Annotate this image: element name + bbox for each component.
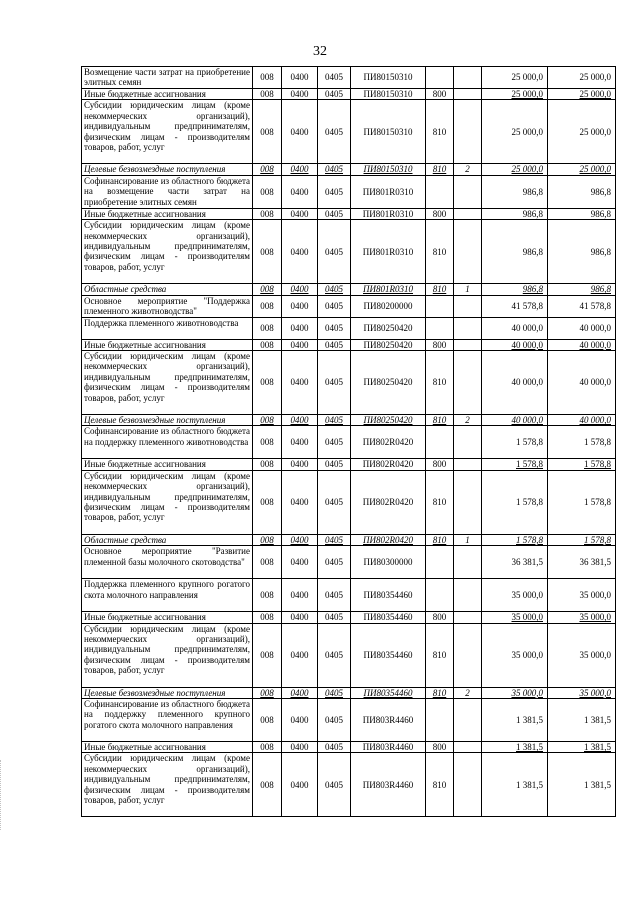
expense-type-cell: 800 [426,89,454,100]
section-code-cell: 0400 [282,317,318,339]
source-mark-cell [454,317,482,339]
target-article-cell: ПИ80354460 [351,579,426,612]
admin-code-cell: 008 [253,295,282,317]
table-row [82,175,616,208]
expense-type-cell: 800 [426,339,454,350]
table-row [82,459,616,470]
table-row [82,623,616,687]
amount-plan-cell: 40 000,0 [482,339,548,350]
target-article-cell: ПИ80250420 [351,339,426,350]
subsection-code-cell: 0405 [318,546,351,579]
admin-code-cell: 008 [253,742,282,753]
subsection-code-cell: 0405 [318,470,351,534]
section-code-cell: 0400 [282,470,318,534]
section-code-cell: 0400 [282,699,318,742]
target-article-cell: ПИ803R4460 [351,699,426,742]
admin-code-cell: 008 [253,415,282,426]
source-mark-cell [454,699,482,742]
source-mark-cell [454,470,482,534]
source-mark-cell [454,208,482,219]
amount-plan-cell: 1 381,5 [482,753,548,817]
amount-total-cell: 1 381,5 [548,699,616,742]
row-name-cell: Поддержка племенного крупного рогатого скота молочного направления [82,579,253,612]
admin-code-cell: 008 [253,175,282,208]
amount-total-cell: 25 000,0 [548,100,616,164]
amount-plan-cell: 986,8 [482,284,548,295]
amount-total-cell: 986,8 [548,220,616,284]
section-code-cell: 0400 [282,534,318,545]
expense-type-cell: 810 [426,623,454,687]
table-row [82,546,616,579]
expense-type-cell: 800 [426,459,454,470]
table-row [82,208,616,219]
admin-code-cell: 008 [253,351,282,415]
amount-plan-cell: 41 578,8 [482,295,548,317]
table-row [82,220,616,284]
source-mark-cell [454,426,482,459]
subsection-code-cell: 0405 [318,742,351,753]
target-article-cell: ПИ80150310 [351,164,426,175]
source-mark-cell: 2 [454,164,482,175]
admin-code-cell: 008 [253,470,282,534]
table-body [82,67,616,817]
table-row [82,100,616,164]
admin-code-cell: 008 [253,339,282,350]
target-article-cell: ПИ80250420 [351,415,426,426]
subsection-code-cell: 0405 [318,459,351,470]
table-row [82,742,616,753]
row-name-cell: Поддержка племенного животноводства [82,317,253,339]
amount-total-cell: 986,8 [548,284,616,295]
subsection-code-cell: 0405 [318,175,351,208]
row-name-cell: Иные бюджетные ассигнования [82,208,253,219]
amount-plan-cell: 986,8 [482,175,548,208]
expense-type-cell: 800 [426,742,454,753]
expense-type-cell: 800 [426,208,454,219]
amount-total-cell: 1 578,8 [548,470,616,534]
source-mark-cell [454,175,482,208]
amount-plan-cell: 25 000,0 [482,67,548,89]
amount-total-cell: 1 381,5 [548,742,616,753]
row-name-cell: Субсидии юридическим лицам (кроме некоммерческих организаций), индивидуальным предпринимателям, физическим лицам - производителям товаров, работ, услуг [82,470,253,534]
subsection-code-cell: 0405 [318,612,351,623]
section-code-cell: 0400 [282,284,318,295]
admin-code-cell: 008 [253,579,282,612]
section-code-cell: 0400 [282,753,318,817]
subsection-code-cell: 0405 [318,100,351,164]
subsection-code-cell: 0405 [318,339,351,350]
amount-total-cell: 1 578,8 [548,534,616,545]
row-name-cell: Субсидии юридическим лицам (кроме некоммерческих организаций), индивидуальным предпринимателям, физическим лицам - производителям товаров, работ, услуг [82,753,253,817]
amount-plan-cell: 986,8 [482,208,548,219]
subsection-code-cell: 0405 [318,220,351,284]
row-name-cell: Иные бюджетные ассигнования [82,339,253,350]
target-article-cell: ПИ803R4460 [351,742,426,753]
target-article-cell: ПИ801R0310 [351,284,426,295]
section-code-cell: 0400 [282,351,318,415]
target-article-cell: ПИ80250420 [351,317,426,339]
target-article-cell: ПИ801R0310 [351,220,426,284]
section-code-cell: 0400 [282,175,318,208]
expense-type-cell [426,295,454,317]
page-number: 32 [313,44,327,59]
amount-total-cell: 40 000,0 [548,415,616,426]
admin-code-cell: 008 [253,426,282,459]
margin-mark [0,760,9,830]
section-code-cell: 0400 [282,220,318,284]
row-name-cell: Софинансирование из областного бюджета на возмещение части затрат на приобретение элитных семян [82,175,253,208]
table-row [82,612,616,623]
budget-table [81,66,616,817]
subsection-code-cell: 0405 [318,534,351,545]
expense-type-cell [426,67,454,89]
amount-plan-cell: 40 000,0 [482,415,548,426]
target-article-cell: ПИ80150310 [351,89,426,100]
source-mark-cell [454,612,482,623]
expense-type-cell [426,546,454,579]
target-article-cell: ПИ802R0420 [351,534,426,545]
target-article-cell: ПИ803R4460 [351,753,426,817]
amount-plan-cell: 25 000,0 [482,100,548,164]
table-row [82,89,616,100]
amount-total-cell: 41 578,8 [548,295,616,317]
source-mark-cell [454,100,482,164]
row-name-cell: Иные бюджетные ассигнования [82,89,253,100]
target-article-cell: ПИ801R0310 [351,208,426,219]
expense-type-cell: 810 [426,284,454,295]
subsection-code-cell: 0405 [318,426,351,459]
admin-code-cell: 008 [253,534,282,545]
admin-code-cell: 008 [253,67,282,89]
row-name-cell: Целевые безвозмездные поступления [82,687,253,698]
row-name-cell: Софинансирование из областного бюджета на поддержку племенного животноводства [82,426,253,459]
admin-code-cell: 008 [253,459,282,470]
section-code-cell: 0400 [282,612,318,623]
amount-plan-cell: 40 000,0 [482,351,548,415]
expense-type-cell: 800 [426,612,454,623]
section-code-cell: 0400 [282,546,318,579]
amount-plan-cell: 1 578,8 [482,470,548,534]
row-name-cell: Субсидии юридическим лицам (кроме некоммерческих организаций), индивидуальным предпринимателям, физическим лицам - производителям товаров, работ, услуг [82,100,253,164]
target-article-cell: ПИ80354460 [351,623,426,687]
table-row [82,339,616,350]
row-name-cell: Основное мероприятие "Поддержка племенного животноводства" [82,295,253,317]
amount-total-cell: 25 000,0 [548,164,616,175]
source-mark-cell [454,459,482,470]
amount-total-cell: 986,8 [548,208,616,219]
subsection-code-cell: 0405 [318,687,351,698]
admin-code-cell: 008 [253,100,282,164]
expense-type-cell [426,579,454,612]
row-name-cell: Целевые безвозмездные поступления [82,415,253,426]
amount-total-cell: 35 000,0 [548,612,616,623]
subsection-code-cell: 0405 [318,89,351,100]
row-name-cell: Иные бюджетные ассигнования [82,742,253,753]
source-mark-cell [454,295,482,317]
amount-plan-cell: 36 381,5 [482,546,548,579]
admin-code-cell: 008 [253,284,282,295]
subsection-code-cell: 0405 [318,351,351,415]
admin-code-cell: 008 [253,753,282,817]
expense-type-cell [426,426,454,459]
row-name-cell: Субсидии юридическим лицам (кроме некоммерческих организаций), индивидуальным предпринимателям, физическим лицам - производителям товаров, работ, услуг [82,220,253,284]
section-code-cell: 0400 [282,426,318,459]
amount-plan-cell: 40 000,0 [482,317,548,339]
amount-plan-cell: 25 000,0 [482,164,548,175]
section-code-cell: 0400 [282,623,318,687]
amount-total-cell: 1 578,8 [548,426,616,459]
expense-type-cell: 810 [426,351,454,415]
source-mark-cell [454,220,482,284]
source-mark-cell: 1 [454,534,482,545]
subsection-code-cell: 0405 [318,753,351,817]
expense-type-cell: 810 [426,220,454,284]
expense-type-cell: 810 [426,470,454,534]
row-name-cell: Целевые безвозмездные поступления [82,164,253,175]
table-row [82,753,616,817]
admin-code-cell: 008 [253,699,282,742]
admin-code-cell: 008 [253,687,282,698]
table-row [82,687,616,698]
section-code-cell: 0400 [282,339,318,350]
row-name-cell: Иные бюджетные ассигнования [82,459,253,470]
target-article-cell: ПИ80354460 [351,612,426,623]
source-mark-cell [454,339,482,350]
target-article-cell: ПИ802R0420 [351,459,426,470]
amount-total-cell: 36 381,5 [548,546,616,579]
table-row [82,699,616,742]
amount-plan-cell: 1 578,8 [482,426,548,459]
source-mark-cell: 2 [454,687,482,698]
subsection-code-cell: 0405 [318,67,351,89]
table-row [82,67,616,89]
row-name-cell: Возмещение части затрат на приобретение элитных семян [82,67,253,89]
admin-code-cell: 008 [253,623,282,687]
expense-type-cell: 810 [426,687,454,698]
target-article-cell: ПИ80200000 [351,295,426,317]
row-name-cell: Софинансирование из областного бюджета на поддержку племенного крупного рогатого скота молочного направления [82,699,253,742]
subsection-code-cell: 0405 [318,208,351,219]
source-mark-cell [454,546,482,579]
section-code-cell: 0400 [282,100,318,164]
row-name-cell: Субсидии юридическим лицам (кроме некоммерческих организаций), индивидуальным предпринимателям, физическим лицам - производителям товаров, работ, услуг [82,623,253,687]
amount-plan-cell: 1 578,8 [482,534,548,545]
target-article-cell: ПИ80250420 [351,351,426,415]
target-article-cell: ПИ80354460 [351,687,426,698]
row-name-cell: Областные средства [82,534,253,545]
section-code-cell: 0400 [282,459,318,470]
section-code-cell: 0400 [282,687,318,698]
table-row [82,579,616,612]
table-row [82,295,616,317]
source-mark-cell [454,623,482,687]
source-mark-cell: 2 [454,415,482,426]
target-article-cell: ПИ802R0420 [351,470,426,534]
table-row [82,284,616,295]
amount-plan-cell: 1 381,5 [482,699,548,742]
admin-code-cell: 008 [253,317,282,339]
target-article-cell: ПИ80300000 [351,546,426,579]
section-code-cell: 0400 [282,579,318,612]
amount-total-cell: 35 000,0 [548,687,616,698]
amount-plan-cell: 1 381,5 [482,742,548,753]
subsection-code-cell: 0405 [318,317,351,339]
section-code-cell: 0400 [282,67,318,89]
amount-total-cell: 1 381,5 [548,753,616,817]
table-row [82,164,616,175]
section-code-cell: 0400 [282,89,318,100]
amount-total-cell: 986,8 [548,175,616,208]
table-row [82,470,616,534]
amount-plan-cell: 35 000,0 [482,612,548,623]
amount-plan-cell: 35 000,0 [482,623,548,687]
amount-total-cell: 1 578,8 [548,459,616,470]
subsection-code-cell: 0405 [318,415,351,426]
source-mark-cell [454,579,482,612]
row-name-cell: Основное мероприятие "Развитие племенной базы молочного скотоводства" [82,546,253,579]
expense-type-cell [426,699,454,742]
amount-total-cell: 25 000,0 [548,67,616,89]
target-article-cell: ПИ80150310 [351,67,426,89]
amount-plan-cell: 1 578,8 [482,459,548,470]
expense-type-cell: 810 [426,100,454,164]
section-code-cell: 0400 [282,415,318,426]
expense-type-cell: 810 [426,415,454,426]
section-code-cell: 0400 [282,295,318,317]
source-mark-cell [454,351,482,415]
section-code-cell: 0400 [282,742,318,753]
expense-type-cell [426,175,454,208]
table-row [82,415,616,426]
admin-code-cell: 008 [253,89,282,100]
amount-total-cell: 40 000,0 [548,317,616,339]
expense-type-cell [426,317,454,339]
admin-code-cell: 008 [253,220,282,284]
subsection-code-cell: 0405 [318,623,351,687]
source-mark-cell [454,67,482,89]
table-row [82,317,616,339]
amount-plan-cell: 25 000,0 [482,89,548,100]
source-mark-cell: 1 [454,284,482,295]
admin-code-cell: 008 [253,208,282,219]
amount-total-cell: 35 000,0 [548,623,616,687]
source-mark-cell [454,753,482,817]
amount-plan-cell: 986,8 [482,220,548,284]
source-mark-cell [454,89,482,100]
target-article-cell: ПИ801R0310 [351,175,426,208]
subsection-code-cell: 0405 [318,164,351,175]
subsection-code-cell: 0405 [318,284,351,295]
amount-total-cell: 40 000,0 [548,351,616,415]
admin-code-cell: 008 [253,164,282,175]
section-code-cell: 0400 [282,164,318,175]
subsection-code-cell: 0405 [318,295,351,317]
admin-code-cell: 008 [253,612,282,623]
amount-plan-cell: 35 000,0 [482,687,548,698]
row-name-cell: Иные бюджетные ассигнования [82,612,253,623]
table-row [82,351,616,415]
section-code-cell: 0400 [282,208,318,219]
table-row [82,534,616,545]
row-name-cell: Субсидии юридическим лицам (кроме некоммерческих организаций), индивидуальным предпринимателям, физическим лицам - производителям товаров, работ, услуг [82,351,253,415]
row-name-cell: Областные средства [82,284,253,295]
subsection-code-cell: 0405 [318,579,351,612]
amount-total-cell: 25 000,0 [548,89,616,100]
source-mark-cell [454,742,482,753]
subsection-code-cell: 0405 [318,699,351,742]
expense-type-cell: 810 [426,534,454,545]
target-article-cell: ПИ802R0420 [351,426,426,459]
expense-type-cell: 810 [426,753,454,817]
amount-total-cell: 40 000,0 [548,339,616,350]
amount-plan-cell: 35 000,0 [482,579,548,612]
admin-code-cell: 008 [253,546,282,579]
expense-type-cell: 810 [426,164,454,175]
table-row [82,426,616,459]
target-article-cell: ПИ80150310 [351,100,426,164]
amount-total-cell: 35 000,0 [548,579,616,612]
